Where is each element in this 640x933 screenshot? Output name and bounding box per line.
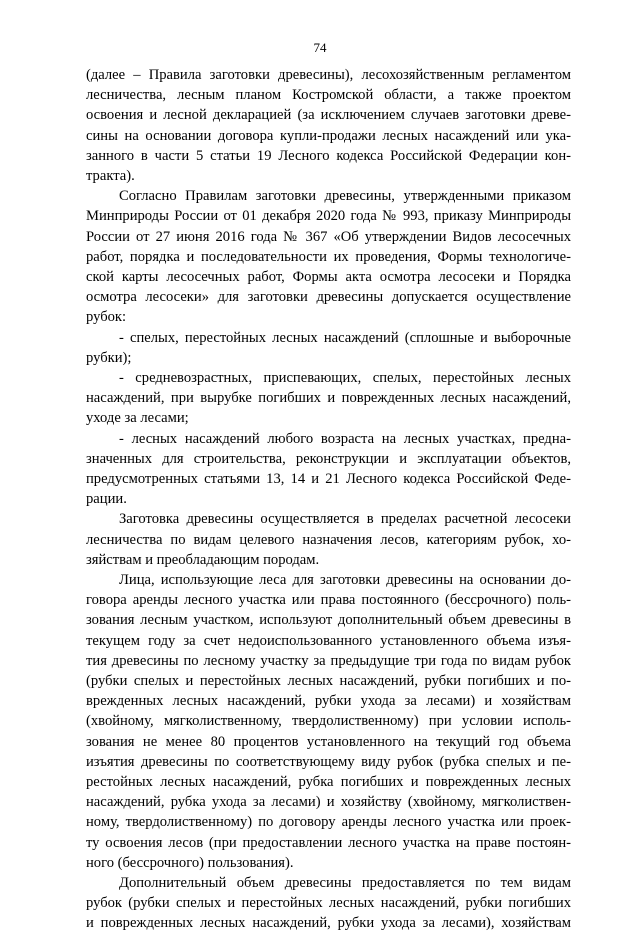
text-line: рации. bbox=[86, 491, 127, 508]
text-line: (далее – Правила заготовки древесины), лесохозяйственным регламентом bbox=[86, 67, 571, 83]
text-line: (рубки спелых и перестойных лесных насаждений, рубки погибших и по- bbox=[86, 673, 571, 689]
text-line: Согласно Правилам заготовки древесины, утвержденными приказом bbox=[119, 188, 571, 205]
text-line: зования не менее 80 процентов установленного на текущий год объема bbox=[86, 733, 571, 750]
text-line: Лица, использующие леса для заготовки древесины на основании до- bbox=[119, 572, 571, 588]
page-number: 74 bbox=[313, 40, 327, 55]
text-line: текущем году за счет недоиспользованного установленного объема изъя- bbox=[86, 632, 571, 649]
text-line: ту освоения лесов (при предоставлении лесного участка на праве постоян- bbox=[86, 834, 571, 851]
text-line: зования лесным участком, используют дополнительный объем древесины в bbox=[86, 612, 571, 629]
text-line: рестойных лесных насаждений, рубка погибших и поврежденных лесных bbox=[86, 774, 571, 790]
text-line: врежденных лесных насаждений, рубки ухода за лесами) и хозяйствам bbox=[86, 693, 571, 710]
text-line: тракта). bbox=[86, 168, 135, 184]
text-line: рубок (рубки спелых и перестойных лесных насаждений, рубки погибших bbox=[86, 895, 571, 912]
text-line: (хвойному, мягколиственному, твердолиственному) при условии исполь- bbox=[86, 713, 571, 730]
text-line: лесничества, лесным планом Костромской области, а также проектом bbox=[86, 87, 571, 104]
text-line: насаждений, при вырубке погибших и поврежденных лесных насаждений, bbox=[86, 390, 571, 407]
text-line: и поврежденных лесных насаждений, рубки ухода за лесами), хозяйствам bbox=[86, 915, 571, 932]
text-line: ному, твердолиственному) по договору аренды лесного участка или проек- bbox=[86, 814, 571, 831]
text-line: говора аренды лесного участка или права постоянного (бессрочного) поль- bbox=[86, 592, 571, 609]
text-line: - средневозрастных, приспевающих, спелых, перестойных лесных bbox=[119, 370, 571, 386]
text-line: тия древесины по лесному участку за предыдущие три года по видам рубок bbox=[86, 652, 571, 669]
text-line: - лесных насаждений любого возраста на лесных участках, предна- bbox=[119, 430, 571, 447]
text-line: Заготовка древесины осуществляется в пределах расчетной лесосеки bbox=[119, 511, 571, 528]
text-line: занного в части 5 статьи 19 Лесного кодекса Российской Федерации кон- bbox=[86, 147, 571, 164]
text-line: насаждений, рубка ухода за лесами) и хозяйству (хвойному, мягколиствен- bbox=[86, 794, 571, 811]
text-line: изъятия древесины по соответствующему виду рубок (рубка спелых и пе- bbox=[86, 753, 571, 770]
text-line: России от 27 июня 2016 года № 367 «Об утверждении Видов лесосечных bbox=[86, 228, 571, 245]
text-line: рубки); bbox=[86, 349, 132, 366]
text-line: сины на основании договора купли-продажи лесных насаждений или ука- bbox=[86, 127, 571, 144]
text-line: - спелых, перестойных лесных насаждений (сплошные и выборочные bbox=[119, 329, 571, 346]
text-line: значенных для строительства, реконструкции и эксплуатации объектов, bbox=[86, 450, 571, 467]
text-line: предусмотренных статьями 13, 14 и 21 Лесного кодекса Российской Феде- bbox=[86, 471, 571, 487]
text-line: осмотра лесосеки» для заготовки древесины допускается осуществление bbox=[86, 289, 571, 306]
text-line: рубок: bbox=[86, 309, 127, 326]
text-line: уходе за лесами; bbox=[86, 410, 189, 427]
text-line: зяйствам и преобладающим породам. bbox=[86, 551, 320, 568]
text-line: освоения и лесной декларацией (за исключением случаев заготовки древе- bbox=[86, 107, 571, 124]
text-line: Дополнительный объем древесины предоставляется по тем видам bbox=[119, 875, 571, 891]
text-line: ного (бессрочного) пользования). bbox=[86, 854, 294, 871]
text-line: лесничества по видам целевого назначения лесов, категориям рубок, хо- bbox=[86, 531, 571, 548]
text-line: ской карты лесосечных работ, Формы акта осмотра лесосеки и Порядка bbox=[86, 269, 571, 285]
text-line: работ, порядка и последовательности их проведения, Формы технологиче- bbox=[86, 248, 571, 265]
text-line: Минприроды России от 01 декабря 2020 года № 993, приказу Минприроды bbox=[86, 208, 571, 225]
